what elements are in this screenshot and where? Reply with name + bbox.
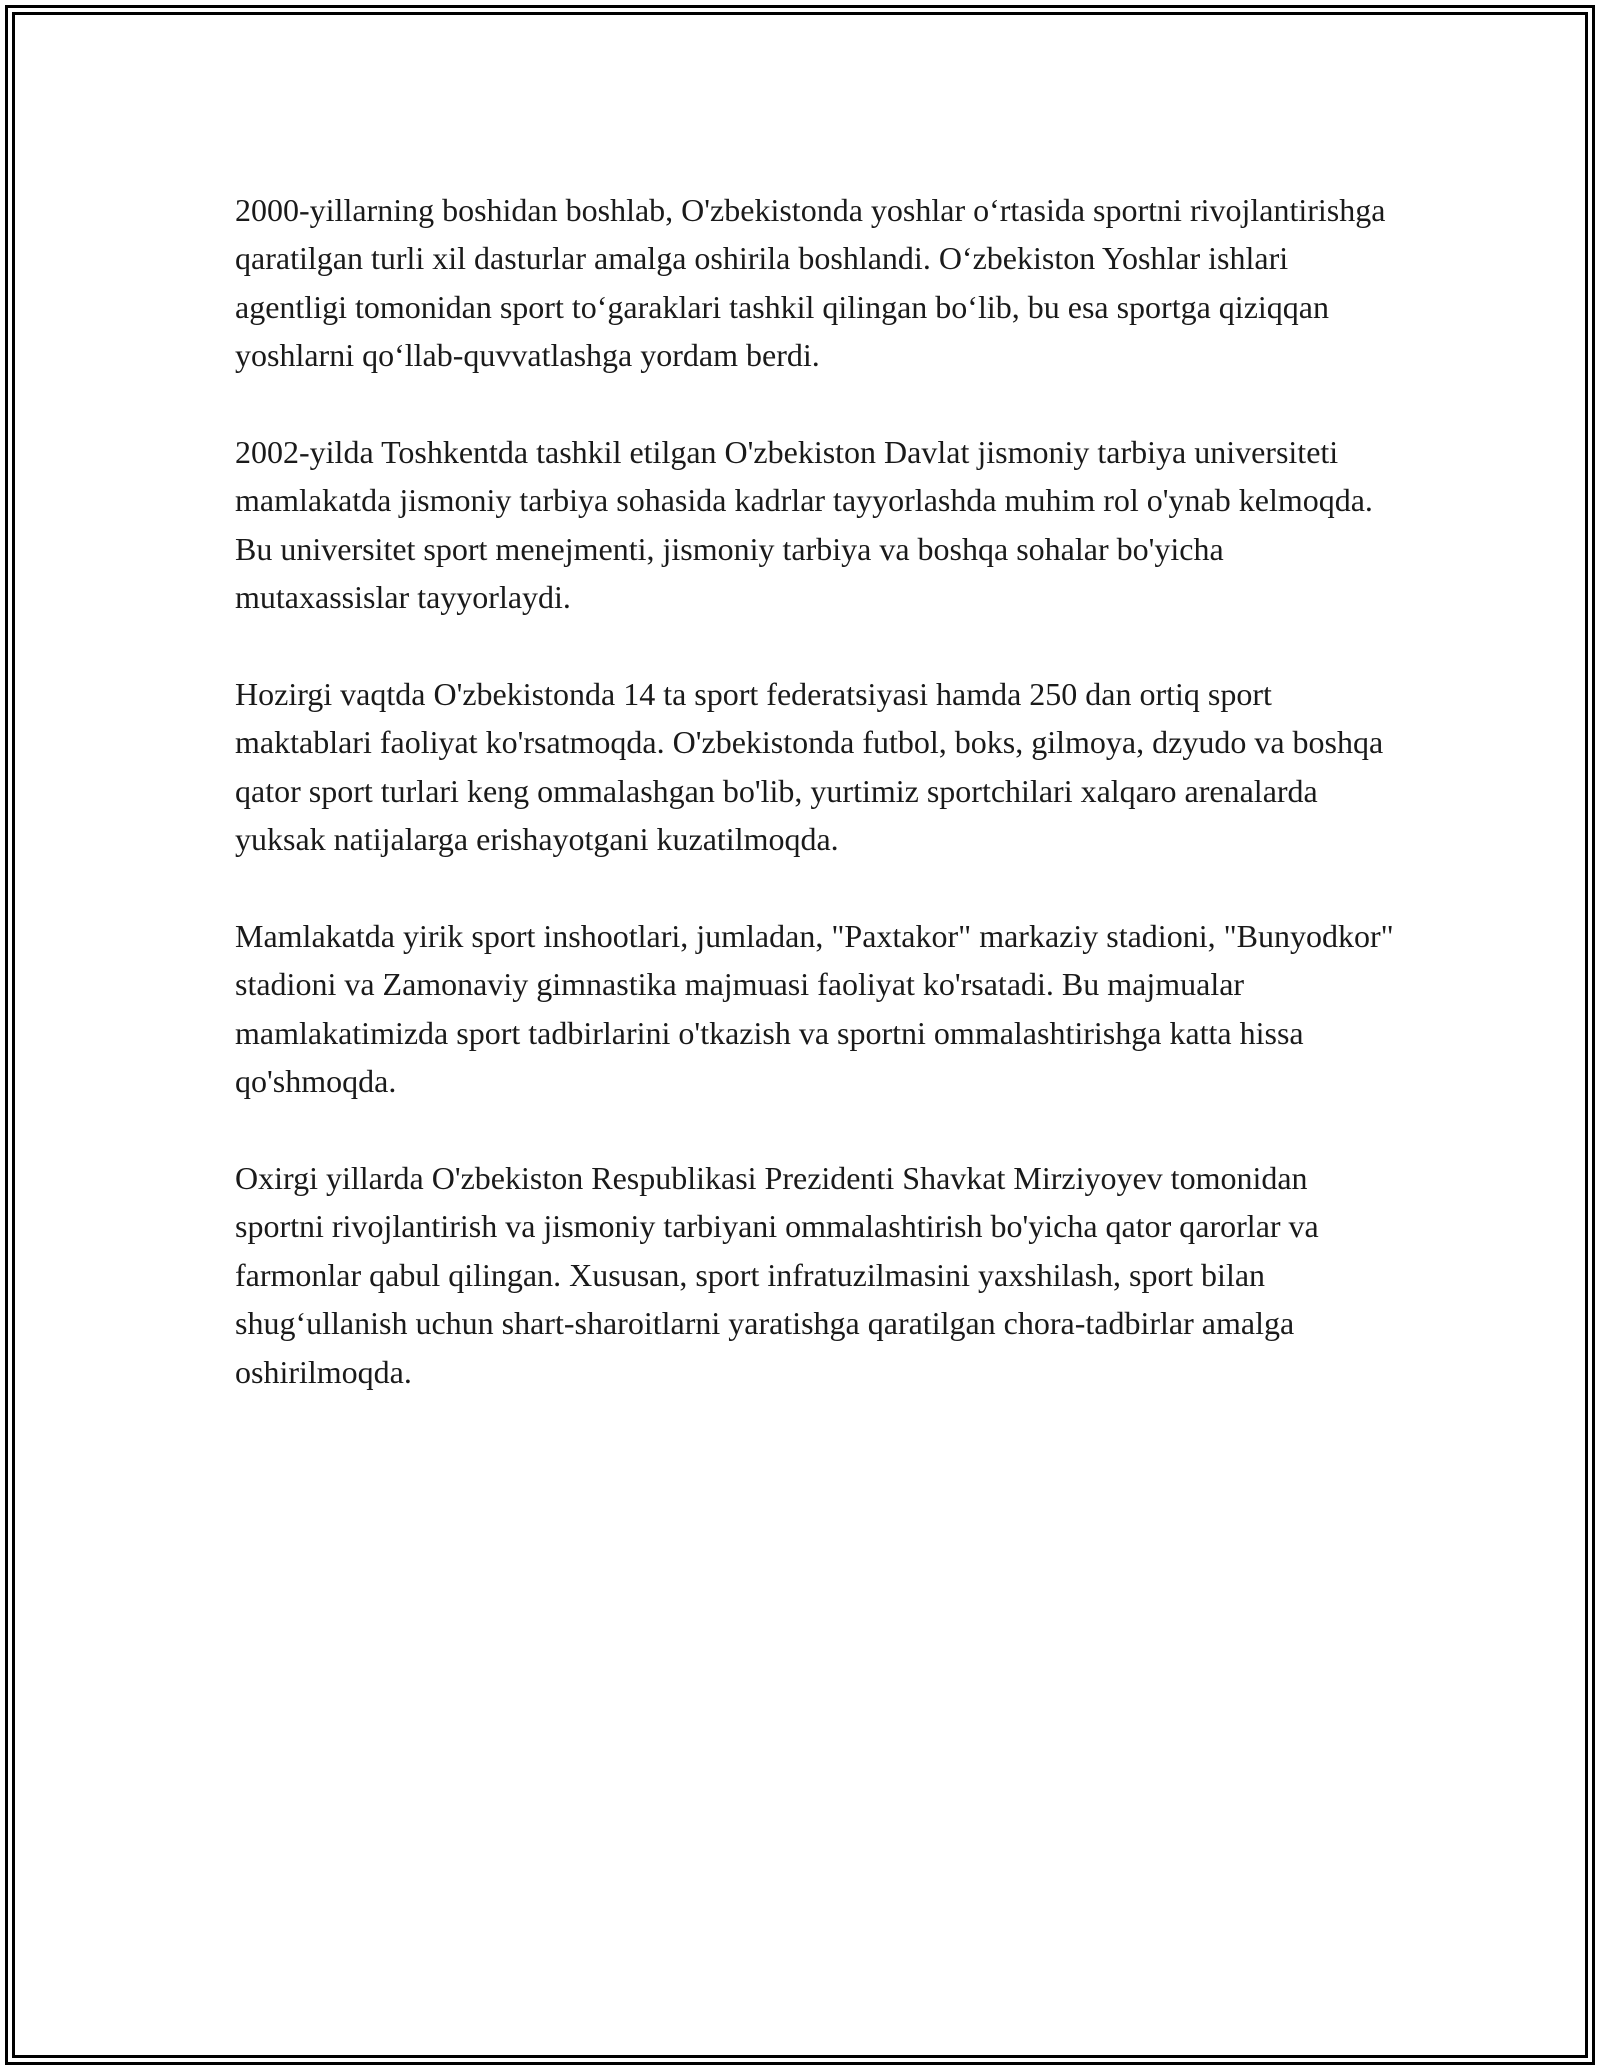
paragraph-sport-federations: Hozirgi vaqtda O'zbekistonda 14 ta sport federatsiyasi hamda 250 dan ortiq sport maktablari faoliyat ko'rsatmoqda. O'zbekistonda futbol, boks, gilmoya, dzyudo va boshqa qator sport turlari keng ommalashgan bo'lib, yurtimiz sportchilari xalqaro arenalarda yuksak natijalarga erishayotgani kuzatilmoqda. xyxy=(235,676,1384,858)
paragraph-youth-sport-programs: 2000-yillarning boshidan boshlab, O'zbekistonda yoshlar o‘rtasida sportni rivojlantirishga qaratilgan turli xil dasturlar amalga oshirila boshlandi. O‘zbekiston Yoshlar ishlari agentligi tomonidan sport to‘garaklari tashkil qilingan bo‘lib, bu esa sportga qiziqqan yoshlarni qo‘llab-quvvatlashga yordam berdi. xyxy=(235,192,1386,374)
paragraph-presidential-decrees: Oxirgi yillarda O'zbekiston Respublikasi Prezidenti Shavkat Mirziyoyev tomonidan sportni rivojlantirish va jismoniy tarbiyani ommalashtirish bo'yicha qator qarorlar va farmonlar qabul qilingan. Xususan, sport infratuzilmasini yaxshilash, sport bilan shug‘ullanish uchun shart-sharoitlarni yaratishga qaratilgan chora-tadbirlar amalga oshirilmoqda. xyxy=(235,1160,1319,1390)
paragraph-sport-facilities: Mamlakatda yirik sport inshootlari, jumladan, "Paxtakor" markaziy stadioni, "Bunyodkor" stadioni va Zamonaviy gimnastika majmuasi faoliyat ko'rsatadi. Bu majmualar mamlakatimizda sport tadbirlarini o'tkazish va sportni ommalashtirishga katta hissa qo'shmoqda. xyxy=(235,918,1394,1100)
document-body xyxy=(235,186,1395,1444)
paragraph-physical-education-university: 2002-yilda Toshkentda tashkil etilgan O'zbekiston Davlat jismoniy tarbiya universiteti mamlakatda jismoniy tarbiya sohasida kadrlar tayyorlashda muhim rol o'ynab kelmoqda. Bu universitet sport menejmenti, jismoniy tarbiya va boshqa sohalar bo'yicha mutaxassislar tayyorlaydi. xyxy=(235,434,1373,616)
